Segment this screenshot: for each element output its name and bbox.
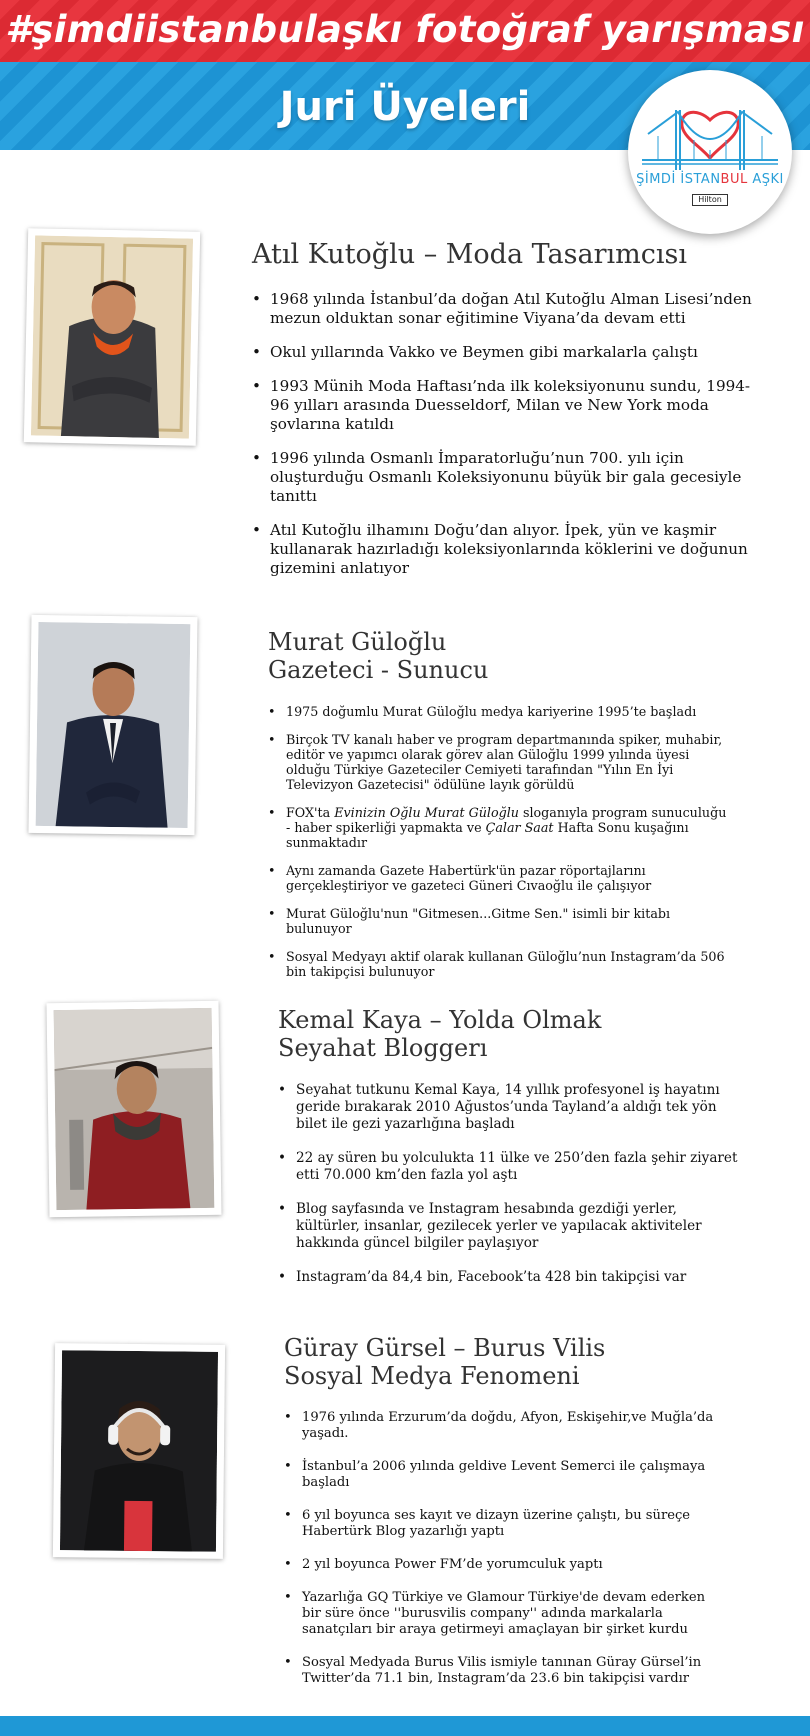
jury-member-3 bbox=[278, 1006, 738, 1303]
page-title: Juri Üyeleri bbox=[279, 84, 531, 130]
portrait-image bbox=[54, 1008, 215, 1210]
bio-item: • 22 ay süren bu yolculukta 11 ülke ve 250’den fazla şehir ziyaret etti 70.000 km’den fazla yol aştı bbox=[278, 1150, 738, 1184]
bio-list bbox=[268, 704, 728, 979]
hashtag-title: #şimdiistanbulaşkı fotoğraf yarışması bbox=[5, 8, 805, 51]
jury-name: Atıl Kutoğlu – Moda Tasarımcısı bbox=[252, 239, 687, 270]
bio-item: • Atıl Kutoğlu ilhamını Doğu’dan alıyor. İpek, yün ve kaşmir kullanarak hazırladığı koleksiyonlarında köklerini ve doğunun gizemini anlatıyor bbox=[252, 521, 762, 578]
bio-item: • Aynı zamanda Gazete Habertürk'ün pazar röportajlarını gerçekleştiriyor ve gazeteci Güneri Cıvaoğlu ile çalışıyor bbox=[268, 863, 728, 893]
logo-wordmark: ŞİMDİ İSTANBUL AŞKI bbox=[636, 172, 784, 187]
portrait-image bbox=[36, 622, 191, 828]
bio-item: • Sosyal Medyayı aktif olarak kullanan Güloğlu’nun Instagram’da 506 bin takipçisi bulunuyor bbox=[268, 949, 728, 979]
bio-item: • Yazarlığa GQ Türkiye ve Glamour Türkiye'de devam ederken bir süre önce ''burusvilis company'' adında markalarla sanatçıları bir araya getirmeyi amaçlayan bir şirket kurdu bbox=[284, 1590, 724, 1638]
jury-name: Murat Güloğlu Gazeteci - Sunucu bbox=[268, 628, 489, 684]
jury-member-1 bbox=[252, 238, 762, 593]
bio-list bbox=[284, 1410, 724, 1687]
jury-name: Kemal Kaya – Yolda Olmak Seyahat Bloggerı bbox=[278, 1006, 602, 1062]
bio-item: • Okul yıllarında Vakko ve Beymen gibi markalarla çalıştı bbox=[252, 343, 762, 362]
bio-item: • 2 yıl boyunca Power FM’de yorumculuk yaptı bbox=[284, 1557, 724, 1573]
bio-item: • Seyahat tutkunu Kemal Kaya, 14 yıllık profesyonel iş hayatını geride bırakarak 2010 Ağustos’unda Tayland’a aldığı tek yön bilet ile gezi yazarlığına başladı bbox=[278, 1082, 738, 1133]
jury-photo-2 bbox=[28, 615, 197, 835]
bridge-heart-icon bbox=[628, 70, 792, 234]
bio-item: • 1976 yılında Erzurum’da doğdu, Afyon, Eskişehir,ve Muğla’da yaşadı. bbox=[284, 1410, 724, 1442]
bio-item: • 1996 yılında Osmanlı İmparatorluğu’nun 700. yılı için oluşturduğu Osmanlı Koleksiyonunu büyük bir gala gecesiyle tanıttı bbox=[252, 449, 762, 506]
bottom-bar bbox=[0, 1716, 810, 1736]
bio-item: • FOX'ta Evinizin Oğlu Murat Güloğlu sloganıyla program sunuculuğu - haber spikerliği yapmakta ve Çalar Saat Hafta Sonu kuşağını sunmaktadır bbox=[268, 805, 728, 850]
bio-item: • 1993 Münih Moda Haftası’nda ilk koleksiyonunu sundu, 1994-96 yılları arasında Duesseldorf, Milan ve New York moda şovlarına katıldı bbox=[252, 377, 762, 434]
portrait-image bbox=[60, 1350, 218, 1552]
jury-photo-4 bbox=[53, 1343, 225, 1559]
bio-item: • Murat Güloğlu'nun "Gitmesen...Gitme Sen." isimli bir kitabı bulunuyor bbox=[268, 906, 728, 936]
bio-item: • 1968 yılında İstanbul’da doğan Atıl Kutoğlu Alman Lisesi’nden mezun olduktan sonar eğitimine Viyana’da devam etti bbox=[252, 290, 762, 328]
bio-item: • 6 yıl boyunca ses kayıt ve dizayn üzerine çalıştı, bu süreçe Habertürk Blog yazarlığı yaptı bbox=[284, 1508, 724, 1540]
top-banner bbox=[0, 0, 810, 62]
bio-item: • Sosyal Medyada Burus Vilis ismiyle tanınan Güray Gürsel’in Twitter’da 71.1 bin, Instagram’da 23.6 bin takipçisi vardır bbox=[284, 1655, 724, 1687]
jury-name: Güray Gürsel – Burus Vilis Sosyal Medya Fenomeni bbox=[284, 1334, 606, 1390]
bio-item: • Birçok TV kanalı haber ve program departmanında spiker, muhabir, editör ve yapımcı olarak görev alan Güloğlu 1999 yılında üyesi olduğu Türkiye Gazeteciler Cemiyeti tarafından "Yılın En İyi Televizyon Gazetecisi" ödülüne layık görüldü bbox=[268, 732, 728, 792]
bio-item: • Instagram’da 84,4 bin, Facebook’ta 428 bin takipçisi var bbox=[278, 1269, 738, 1286]
jury-member-4 bbox=[284, 1334, 724, 1704]
jury-photo-1 bbox=[24, 228, 200, 446]
jury-photo-3 bbox=[47, 1001, 222, 1217]
bio-item: • İstanbul’a 2006 yılında geldive Levent Semerci ile çalışmaya başladı bbox=[284, 1459, 724, 1491]
bio-list bbox=[278, 1082, 738, 1286]
hilton-mark: Hilton bbox=[692, 194, 728, 206]
bio-item: • 1975 doğumlu Murat Güloğlu medya kariyerine 1995’te başladı bbox=[268, 704, 728, 719]
simdi-istanbul-aski-logo bbox=[628, 70, 792, 234]
bio-item: • Blog sayfasında ve Instagram hesabında gezdiği yerler, kültürler, insanlar, gezilecek yerler ve yapılacak aktiviteler hakkında güncel bilgiler paylaşıyor bbox=[278, 1201, 738, 1252]
bio-list bbox=[252, 290, 762, 578]
jury-member-2 bbox=[268, 628, 728, 992]
portrait-image bbox=[31, 235, 193, 438]
